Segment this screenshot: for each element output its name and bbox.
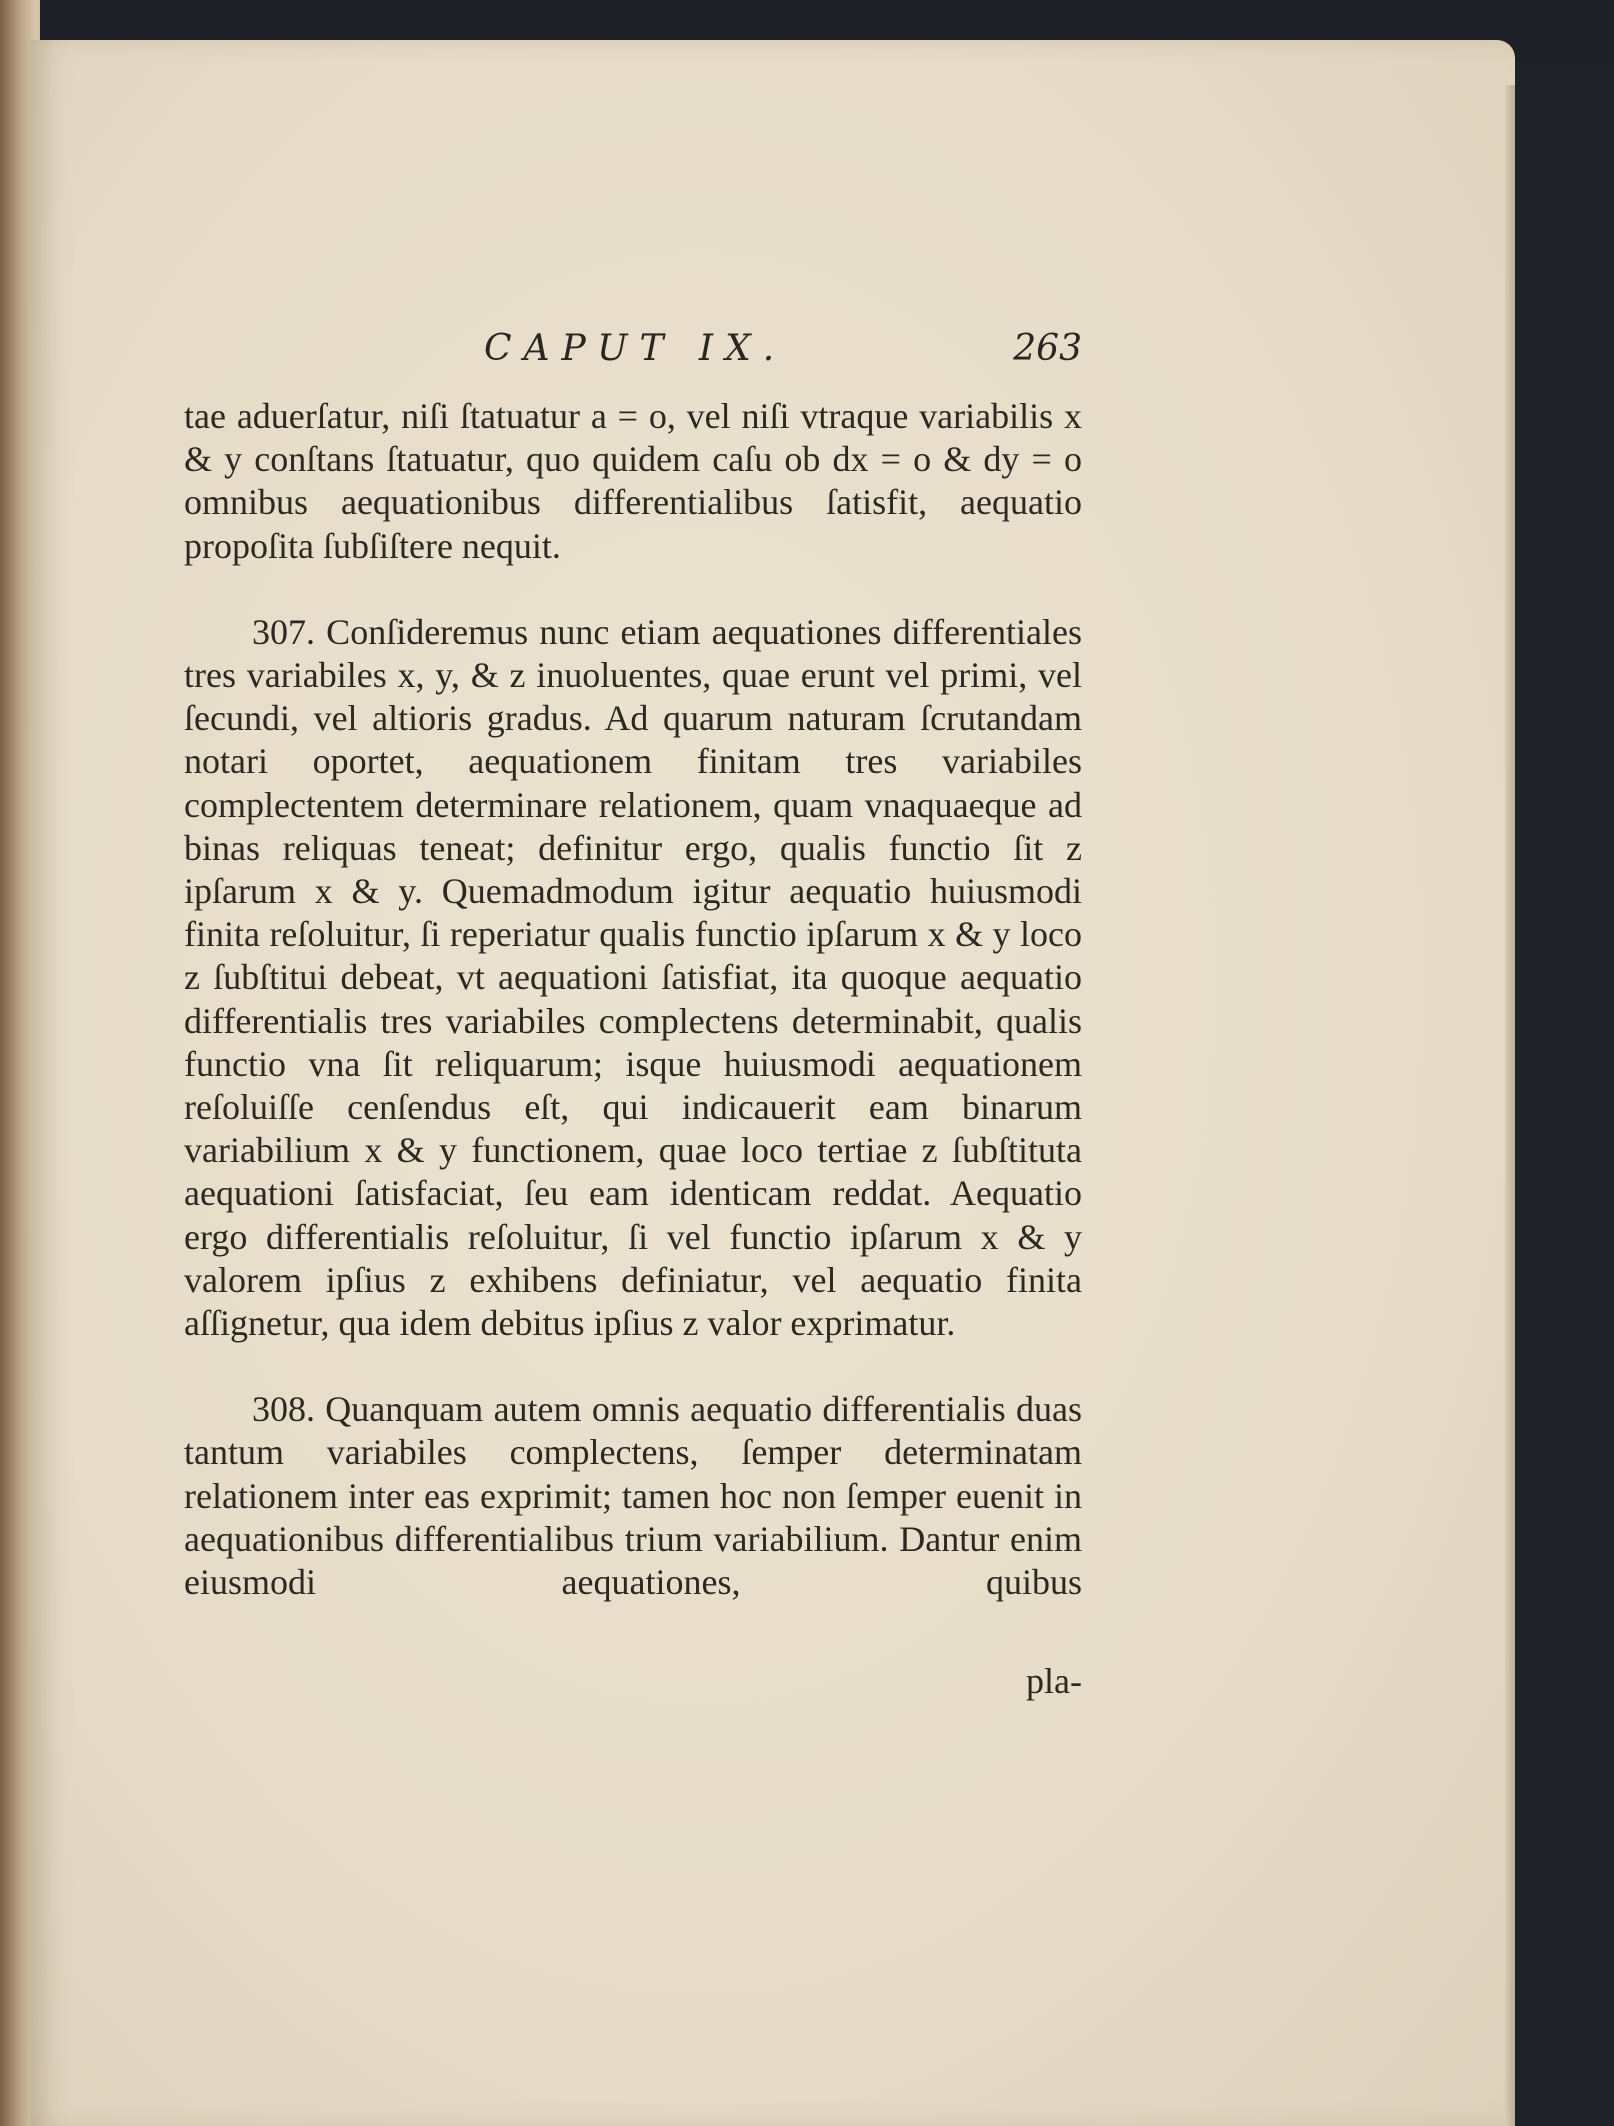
chapter-title: CAPUT IX.: [484, 328, 787, 369]
paragraph-continuation: tae aduerſatur, niſi ſtatuatur a = o, vel niſi vtraque variabilis x & y conſtans ſtatuatur, quo quidem caſu ob dx = o & dy = o omnibus aequationibus differentialibus ſatisfit, aequatio propoſita ſubſiſtere nequit.: [184, 396, 1082, 566]
running-head: [184, 322, 1082, 382]
page-number: 263: [1013, 328, 1082, 369]
paragraph-307: 307. Conſideremus nunc etiam aequationes differentiales tres variabiles x, y, & z inuoluentes, quae erunt vel primi, vel ſecundi, vel altioris gradus. Ad quarum naturam ſcrutandam notari oportet, aequationem finitam tres variabiles complectentem determinare relationem, quam vnaquaeque ad binas reliquas teneat; definitur ergo, qualis functio ſit z ipſarum x & y. Quemadmodum igitur aequatio huiusmodi finita reſoluitur, ſi reperiatur qualis functio ipſarum x & y loco z ſubſtitui debeat, vt aequationi ſatisfiat, ita quoque aequatio differentialis tres variabiles complectens determinabit, qualis functio vna ſit reliquarum; isque huiusmodi aequationem reſoluiſſe cenſendus eſt, qui indicauerit eam binarum variabilium x & y functionem, quae loco tertiae z ſubſtituta aequationi ſatisfaciat, ſeu eam identicam reddat. Aequatio ergo differentialis reſoluitur, ſi vel functio ipſarum x & y valorem ipſius z exhibens definiatur, vel aequatio finita aſſignetur, qua idem debitus ipſius z valor exprimatur.: [184, 611, 1082, 1344]
catchword: pla-: [1026, 1661, 1082, 1701]
page-edge: [1505, 85, 1515, 2126]
body-text: [184, 395, 1082, 1604]
paragraph-308: 308. Quanquam autem omnis aequatio differentialis duas tantum variabiles complectens, ſemper determinatam relationem inter eas exprimit; tamen hoc non ſemper euenit in aequationibus differentialibus trium variabilium. Dantur enim eiusmodi aequationes, quibus: [184, 1389, 1082, 1603]
